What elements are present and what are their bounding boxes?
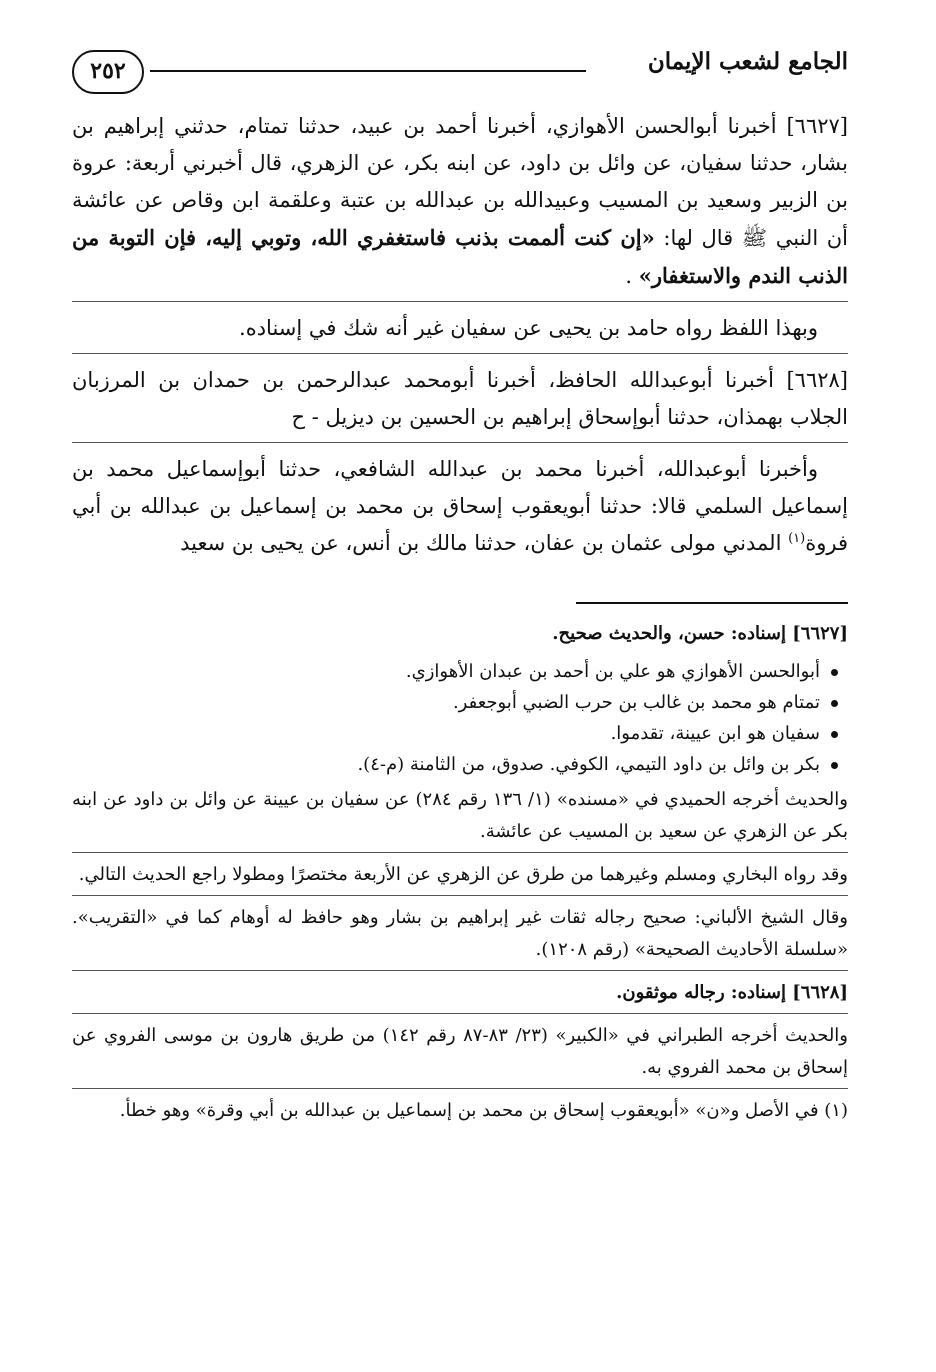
narrator-note: سفيان هو ابن عيينة، تقدموا. xyxy=(72,718,838,749)
footnote-1: (١) في الأصل و«ن» «أبويعقوب إسحاق بن محمد بن إسماعيل بن عبدالله بن أبي وقرة» وهو خطأ. xyxy=(119,1100,848,1121)
narrator-note: بكر بن وائل بن داود التيمي، الكوفي. صدوق، من الثامنة (م-٤). xyxy=(72,749,838,780)
hadith-6628-second-chain xyxy=(72,451,848,568)
note-6627-bukhari-muslim: وقد رواه البخاري ومسلم وغيرهما من طرق عن الزهري عن الأربعة مختصرًا ومطولا راجع الحديث التالي. xyxy=(72,859,848,896)
hadith-6627 xyxy=(72,108,848,302)
header-rule xyxy=(150,70,586,72)
page xyxy=(72,40,848,1133)
footnote-reference: (١) xyxy=(788,531,806,546)
main-text xyxy=(72,108,848,568)
second-chain-start: وأخبرنا أبوعبدالله، أخبرنا محمد بن عبدالله الشافعي، حدثنا أبوإسماعيل محمد بن إسماعيل السلمي قالا: حدثنا أبويعقوب إسحاق بن محمد بن إسماعيل بن عبدالله بن أبي فروة xyxy=(72,457,848,555)
note-6627-narrators xyxy=(72,656,848,780)
hadith-6627-isnad: [٦٦٢٧] أخبرنا أبوالحسن الأهوازي، أخبرنا أحمد بن عبيد، حدثنا تمتام، حدثني إبراهيم بن بشار، حدثنا سفيان، عن وائل بن داود، عن ابنه بكر، عن الزهري، قال أخبرني أربعة: عروة بن الزبير وسعيد بن المسيب وعبيدالله بن عبدالله بن عتبة وعلقمة ابن وقاص عن عائشة أن النبي ﷺ قال لها: xyxy=(72,114,848,250)
narrator-note: تمتام هو محمد بن غالب بن حرب الضبي أبوجعفر. xyxy=(72,687,838,718)
book-title: الجامع لشعب الإيمان xyxy=(647,48,848,75)
hadith-6627-remark: وبهذا اللفظ رواه حامد بن يحيى عن سفيان غير أنه شك في إسناده. xyxy=(72,310,848,354)
hadith-6628: [٦٦٢٨] أخبرنا أبوعبدالله الحافظ، أخبرنا أبومحمد عبدالرحمن بن حمدان بن المرزبان الجلاب بهمذان، حدثنا أبوإسحاق إبراهيم بن الحسين بن ديزيل - ح xyxy=(72,362,848,443)
notes xyxy=(72,618,848,1127)
hadith-6627-matn: «إن كنت ألممت بذنب فاستغفري الله، وتوبي إليه، فإن التوبة من الذنب الندم والاستغفار» xyxy=(72,225,848,288)
running-header xyxy=(72,40,848,108)
note-6628-head: [٦٦٢٨] إسناده: رجاله موثقون. xyxy=(72,977,848,1014)
note-6627-humaydi: والحديث أخرجه الحميدي في «مسنده» (١/ ١٣٦ رقم ٢٨٤) عن سفيان بن عيينة عن وائل بن داود عن ابنه بكر عن الزهري عن سعيد بن المسيب عن عائشة. xyxy=(72,784,848,853)
footnote-separator xyxy=(576,602,848,604)
page-number: ٢٥٢ xyxy=(72,50,144,94)
note-6628-tabarani: والحديث أخرجه الطبراني في «الكبير» (٢٣/ ٨٣-٨٧ رقم ١٤٢) من طريق هارون بن موسى الفروي عن إسحاق بن محمد الفروي به. xyxy=(72,1020,848,1089)
note-6627-albani: وقال الشيخ الألباني: صحيح رجاله ثقات غير إبراهيم بن بشار وهو حافظ له أوهام كما في «التقريب». «سلسلة الأحاديث الصحيحة» (رقم ١٢٠٨). xyxy=(72,902,848,971)
narrator-note: أبوالحسن الأهوازي هو علي بن أحمد بن عبدان الأهوازي. xyxy=(72,656,838,687)
hadith-6627-end: . xyxy=(625,264,633,288)
note-6627-head: [٦٦٢٧] إسناده: حسن، والحديث صحيح. xyxy=(552,623,848,644)
second-chain-end: المدني مولى عثمان بن عفان، حدثنا مالك بن أنس، عن يحيى بن سعيد xyxy=(180,531,789,555)
